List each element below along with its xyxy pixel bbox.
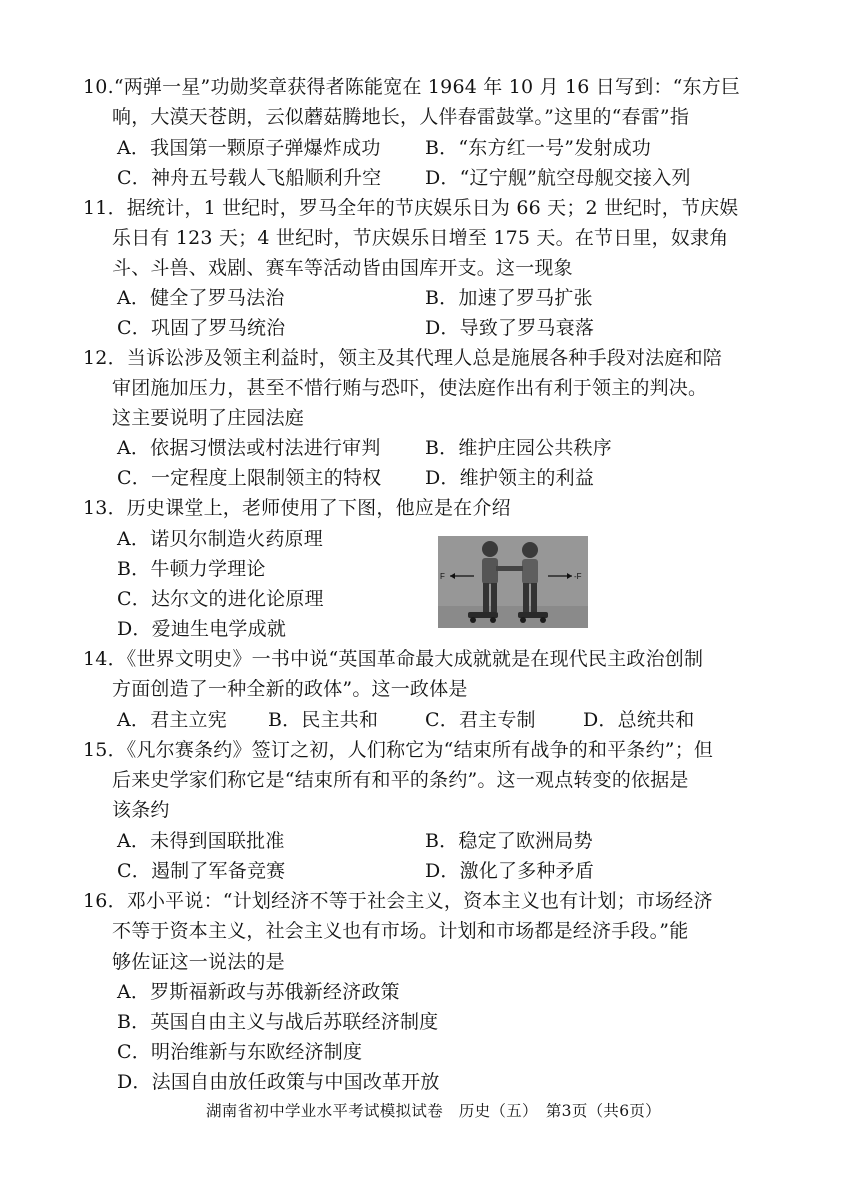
q10-option-b: B．“东方红一号”发射成功 xyxy=(425,137,651,159)
children-pushing-figure xyxy=(438,536,588,628)
q11-option-a: A．健全了罗马法治 xyxy=(117,287,285,309)
q11-option-b: B．加速了罗马扩张 xyxy=(425,287,593,309)
page-footer: 湖南省初中学业水平考试模拟试卷 历史（五） 第3页（共6页） xyxy=(206,1102,661,1120)
q12-option-a: A．依据习惯法或村法进行审判 xyxy=(117,437,381,459)
q13-force-illustration xyxy=(438,536,588,628)
q10-option-a: A．我国第一颗原子弹爆炸成功 xyxy=(117,137,381,159)
left-child xyxy=(482,541,498,557)
q13-line-1: 13．历史课堂上，老师使用了下图，他应是在介绍 xyxy=(83,497,511,519)
q13-option-a: A．诺贝尔制造火药原理 xyxy=(117,528,323,550)
q16-line-2: 不等于资本主义，社会主义也有市场。计划和市场都是经济手段。”能 xyxy=(112,920,689,942)
q10-line-1: 10.“两弹一星”功勋奖章获得者陈能宽在 1964 年 10 月 16 日写到：“东方巨 xyxy=(83,76,741,98)
q16-option-c: C．明治维新与东欧经济制度 xyxy=(117,1041,363,1063)
q11-line-2: 乐日有 123 天；4 世纪时，节庆娱乐日增至 175 天。在节日里，奴隶角 xyxy=(112,227,729,249)
q14-option-c: C．君主专制 xyxy=(425,709,536,731)
q15-option-a: A．未得到国联批准 xyxy=(117,830,285,852)
q12-line-3: 这主要说明了庄园法庭 xyxy=(112,407,305,429)
q14-option-b: B．民主共和 xyxy=(268,709,379,731)
q16-line-1: 16．邓小平说：“计划经济不等于社会主义，资本主义也有计划；市场经济 xyxy=(83,890,713,912)
q15-option-d: D．激化了多种矛盾 xyxy=(425,860,595,882)
q16-option-d: D．法国自由放任政策与中国改革开放 xyxy=(117,1071,440,1093)
q15-line-1: 15．《凡尔赛条约》签订之初，人们称它为“结束所有战争的和平条约”；但 xyxy=(83,739,714,761)
q12-line-1: 12．当诉讼涉及领主利益时，领主及其代理人总是施展各种手段对法庭和陪 xyxy=(83,347,722,369)
q11-option-c: C．巩固了罗马统治 xyxy=(117,317,286,339)
q11-line-3: 斗、斗兽、戏剧、赛车等活动皆由国库开支。这一现象 xyxy=(112,257,573,279)
q11-option-d: D．导致了罗马衰落 xyxy=(425,317,595,339)
q14-line-1: 14．《世界文明史》一书中说“英国革命最大成就就是在现代民主政治创制 xyxy=(83,648,704,670)
q15-line-2: 后来史学家们称它是“结束所有和平的条约”。这一观点转变的依据是 xyxy=(112,769,689,791)
q16-option-b: B．英国自由主义与战后苏联经济制度 xyxy=(117,1011,439,1033)
q15-option-b: B．稳定了欧洲局势 xyxy=(425,830,593,852)
q14-line-2: 方面创造了一种全新的政体”。这一政体是 xyxy=(112,678,468,700)
q16-line-3: 够佐证这一说法的是 xyxy=(112,951,285,973)
q10-line-2: 响，大漠天苍朗，云似蘑菇腾地长，人伴春雷鼓掌。”这里的“春雷”指 xyxy=(112,106,690,128)
q13-option-b: B．牛顿力学理论 xyxy=(117,558,266,580)
q13-option-d: D．爱迪生电学成就 xyxy=(117,618,287,640)
q15-option-c: C．遏制了军备竞赛 xyxy=(117,860,286,882)
q14-option-d: D．总统共和 xyxy=(583,709,695,731)
q12-line-2: 审团施加压力，甚至不惜行贿与恐吓，使法庭作出有利于领主的判决。 xyxy=(112,377,708,399)
q14-option-a: A．君主立宪 xyxy=(117,709,227,731)
q13-option-c: C．达尔文的进化论原理 xyxy=(117,588,324,610)
q12-option-d: D．维护领主的利益 xyxy=(425,467,595,489)
q16-option-a: A．罗斯福新政与苏俄新经济政策 xyxy=(117,981,400,1003)
q15-line-3: 该条约 xyxy=(112,799,170,821)
force-label-neg-f: -F xyxy=(574,572,582,581)
q12-option-c: C．一定程度上限制领主的特权 xyxy=(117,467,382,489)
q10-option-c: C．神舟五号载人飞船顺利升空 xyxy=(117,167,382,189)
q10-option-d: D．“辽宁舰”航空母舰交接入列 xyxy=(425,167,691,189)
q11-line-1: 11．据统计，1 世纪时，罗马全年的节庆娱乐日为 66 天；2 世纪时，节庆娱 xyxy=(83,197,739,219)
force-label-f: F xyxy=(440,572,445,581)
right-child xyxy=(522,542,538,558)
q12-option-b: B．维护庄园公共秩序 xyxy=(425,437,612,459)
